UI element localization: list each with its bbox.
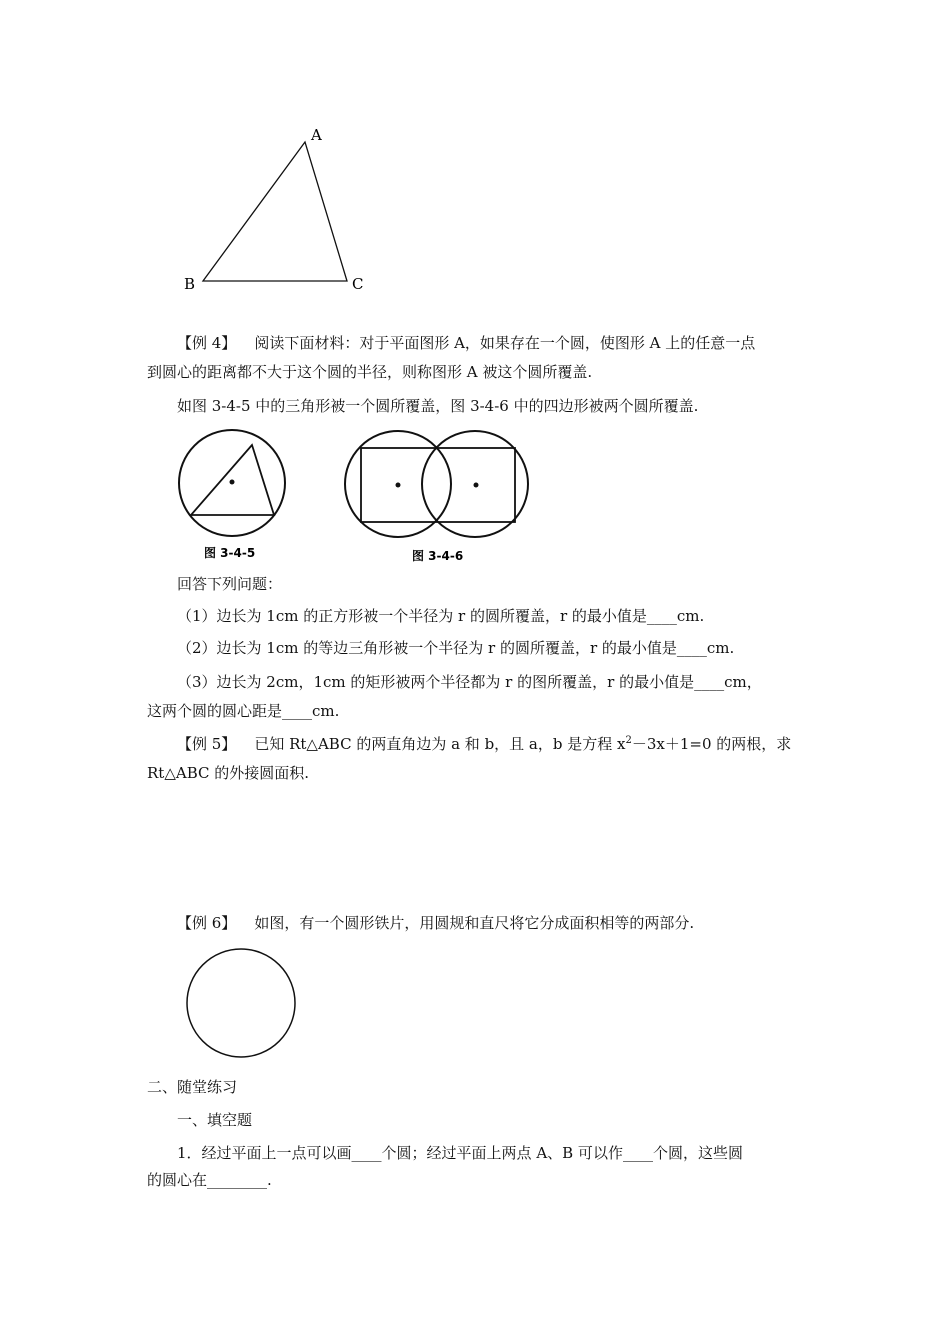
example4-line1 <box>177 333 755 353</box>
right-center-dot <box>474 483 479 488</box>
example4-question-2: （2）边长为 1cm 的等边三角形被一个半径为 r 的圆所覆盖，r 的最小值是____cm. <box>177 639 735 657</box>
example4-question-3-line2: 这两个圆的圆心距是____cm. <box>147 702 340 720</box>
left-center-dot <box>396 483 401 488</box>
example6-tag: 【例 6】 <box>177 914 237 932</box>
example5-tag: 【例 5】 <box>177 735 237 753</box>
exercise1-line2: 的圆心在________. <box>147 1171 272 1189</box>
exercise1-line1: 1．经过平面上一点可以画____个圆；经过平面上两点 A、B 可以作____个圆，这些圆 <box>177 1144 743 1162</box>
figure-3-4-5 <box>172 427 302 567</box>
section2-heading: 二、随堂练习 <box>147 1078 238 1096</box>
triangle-abc <box>203 142 347 281</box>
circle-center-dot <box>230 480 235 485</box>
triangle-abc-figure <box>180 120 380 300</box>
section2-sub-heading: 一、填空题 <box>177 1111 253 1129</box>
example4-line2: 到圆心的距离都不大于这个圆的半径，则称图形 A 被这个圆所覆盖. <box>147 363 593 381</box>
example5-line1 <box>177 731 791 754</box>
example6-line <box>177 913 694 933</box>
vertex-label-a: A <box>311 126 322 144</box>
example5-line2: Rt△ABC 的外接圆面积. <box>147 764 310 782</box>
vertex-label-c: C <box>352 275 364 293</box>
covered-rectangle <box>361 448 515 522</box>
figure-3-4-5-caption: 图 3-4-5 <box>204 546 256 560</box>
example5-text-1a: 已知 Rt△ABC 的两直角边为 a 和 b，且 a，b 是方程 x <box>254 735 626 753</box>
iron-disc-figure <box>182 945 302 1065</box>
example4-question-3-line1: （3）边长为 2cm，1cm 的矩形被两个半径都为 r 的图所覆盖，r 的最小值是____cm， <box>177 673 762 691</box>
figure-3-4-6-caption: 图 3-4-6 <box>412 549 464 563</box>
example5-exponent: 2 <box>625 735 632 746</box>
vertex-label-b: B <box>184 275 196 293</box>
example4-prompt: 回答下列问题： <box>177 575 283 593</box>
example4-text-1: 阅读下面材料：对于平面图形 A，如果存在一个圆，使图形 A 上的任意一点 <box>254 334 756 352</box>
example4-question-1: （1）边长为 1cm 的正方形被一个半径为 r 的圆所覆盖，r 的最小值是____cm. <box>177 607 705 625</box>
iron-disc-circle <box>187 949 295 1057</box>
example6-text: 如图，有一个圆形铁片，用圆规和直尺将它分成面积相等的两部分. <box>254 914 695 932</box>
figure-3-4-6 <box>340 427 540 572</box>
example5-text-1b: －3x＋1=0 的两根，求 <box>631 735 792 753</box>
example4-tag: 【例 4】 <box>177 334 237 352</box>
example4-line3: 如图 3-4-5 中的三角形被一个圆所覆盖，图 3-4-6 中的四边形被两个圆所覆盖. <box>177 397 699 415</box>
